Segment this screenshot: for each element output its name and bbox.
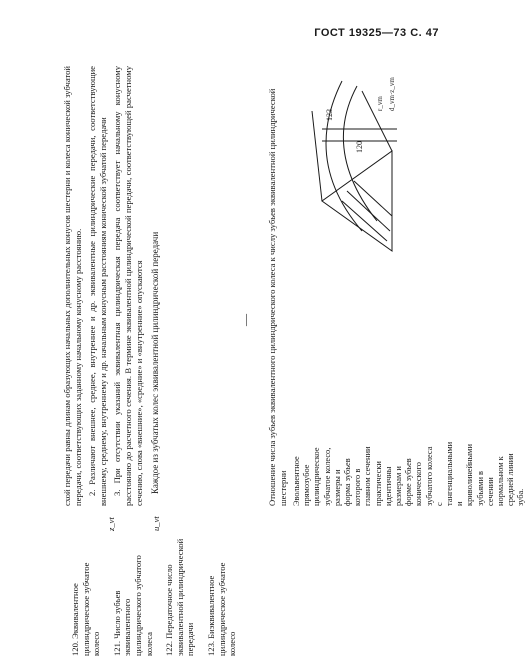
dash-mark: — [238,314,252,326]
symbol-column [70,509,161,531]
symbol-zvt: z_vt [106,517,116,531]
ratio-text: Отношение числа зубьев эквивалентного цилиндрического колеса к числу зубьев эквивалентной цилиндрической шестерни [267,88,288,506]
figure-label-120: 120 [355,141,364,153]
term-column [70,538,248,656]
figure-label-123: 123 [325,109,334,121]
figure-label-dvm: d_vm·z_vm [388,77,396,111]
paragraph-3: 3. При отсутствии указаний эквивалентная цилиндрическая передача соответствует начальному конусному расстоянию до расчетного сечения. В термине эквивалентной цилиндрической передачи, соответствующей расчетному сечению, слова «внешние», «средние» и «внутренние» опускаются [112,66,144,506]
gear-diagram [302,71,402,261]
involute-definition: Эвольвентное прямозубое цилиндрическое зубчатое колесо, размеры и форма зубьев которого в главном сечении практически идентичны размерам и форме зубьев конического зубчатого колеса с тангенциальными и криволинейными зубьями в сечении нормальном к средней линии зуба. [292,441,526,506]
page-header: ГОСТ 19325—73 С. 47 [314,27,439,39]
symbol-uvt: u_vt [150,516,161,531]
definition-column [62,66,165,506]
rotated-content [62,56,526,656]
paragraph-1: схой передачи равны длинам образующих начальных дополнительных конусов шестерни и колеса конической зубчатой передачи, соответствующих заданному начальному конусному расстоянию. [62,66,83,506]
term-120: 120. Эквивалентное цилиндрическое зубчатое колесо [70,562,102,656]
paragraph-2: 2. Различают внешнее, среднее, внутреннее и др. эквивалентные цилиндрические передачи, соответствующие внешнему, среднему, внутреннему и др. начальным конусным расстояниям конической зубчатой передачи [87,66,108,506]
gear-figure [302,71,402,261]
ratio-definition [267,66,288,506]
term-121: 121. Число зубьев эквивалентного цилиндрического зубчатого колеса [111,555,154,656]
paragraph-4: Каждое из зубчатых колес эквивалентной цилиндрической передачи [150,231,161,494]
term-123: 123. Биэквивалентное цилиндрическое зубчатое колесо [205,562,238,656]
term-122: 122. Передаточное число эквивалентной цилиндрической передачи [164,538,196,656]
figure-label-rvm: r_vm [376,96,384,111]
